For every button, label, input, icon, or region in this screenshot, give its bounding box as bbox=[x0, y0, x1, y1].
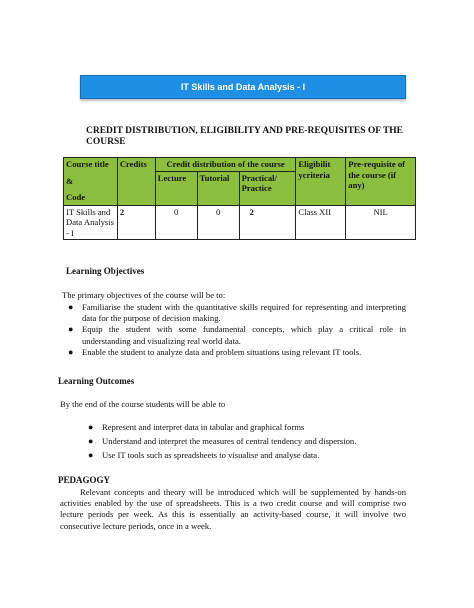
course-title-banner bbox=[80, 75, 406, 99]
objectives-intro: The primary objectives of the course will be to: bbox=[62, 290, 226, 300]
header-credits: Credits bbox=[117, 158, 155, 206]
pedagogy-title: PEDAGOGY bbox=[58, 475, 111, 485]
outcomes-intro: By the end of the course students will be able to bbox=[60, 399, 226, 409]
learning-objectives-title: Learning Objectives bbox=[66, 266, 145, 276]
list-item: ● Represent and interpret data in tabular and graphical forms bbox=[88, 422, 305, 432]
list-item: ● Understand and interpret the measures of central tendency and dispersion. bbox=[88, 436, 357, 447]
credit-distribution-table bbox=[63, 157, 416, 240]
bullet-icon: ● bbox=[88, 436, 94, 447]
cell-credits: 2 bbox=[117, 205, 155, 240]
bullet-icon: ● bbox=[88, 450, 94, 461]
header-eligibility: Eligibilit ycriteria bbox=[296, 158, 346, 206]
cell-practical: 2 bbox=[239, 205, 296, 240]
cell-lecture: 0 bbox=[155, 205, 197, 240]
cell-prerequisite: NIL bbox=[346, 205, 416, 240]
header-credit-distribution: Credit distribution of the course bbox=[155, 158, 296, 172]
learning-outcomes-title: Learning Outcomes bbox=[58, 376, 135, 386]
course-title: IT Skills and Data Analysis - I bbox=[180, 82, 306, 92]
list-item: ● Equip the student with some fundamental concepts, which play a critical role in understanding and visualizing real world data. bbox=[68, 324, 406, 346]
section-heading: CREDIT DISTRIBUTION, ELIGIBILITY AND PRE-REQUISITES OF THE COURSE bbox=[86, 126, 404, 147]
cell-tutorial: 0 bbox=[197, 205, 239, 240]
list-item: ● Familiarise the student with the quantitative skills required for representing and interpreting data for the purpose of decision making. bbox=[68, 302, 406, 324]
header-lecture: Lecture bbox=[155, 171, 197, 205]
bullet-icon: ● bbox=[68, 346, 74, 357]
cell-course: IT Skills and Data Analysis - I bbox=[64, 205, 118, 240]
bullet-icon: ● bbox=[68, 324, 74, 335]
list-item: ● Use IT tools such as spreadsheets to visualise and analyse data. bbox=[88, 450, 320, 461]
header-course-title: Course title & Code bbox=[64, 158, 118, 206]
bullet-icon: ● bbox=[68, 302, 74, 312]
list-item: ● Enable the student to analyze data and problem situations using relevant IT tools. bbox=[68, 346, 362, 357]
objectives-list bbox=[66, 302, 406, 358]
outcomes-list bbox=[86, 422, 406, 462]
bullet-icon: ● bbox=[88, 422, 94, 432]
pedagogy-text: Relevant concepts and theory will be introduced which will be supplemented by hands-on activities enabled by the use of spreadsheets. This is a two credit course and will comprise two lecture periods per week. As this is essentially an activity-based course, it will involve two consecutive lecture periods, once in a week. bbox=[60, 487, 406, 531]
header-tutorial: Tutorial bbox=[197, 171, 239, 205]
cell-eligibility: Class XII bbox=[296, 205, 346, 240]
header-prerequisite: Pre-requisite of the course (if any) bbox=[346, 158, 416, 206]
header-practical: Practical/ Practice bbox=[239, 171, 296, 205]
